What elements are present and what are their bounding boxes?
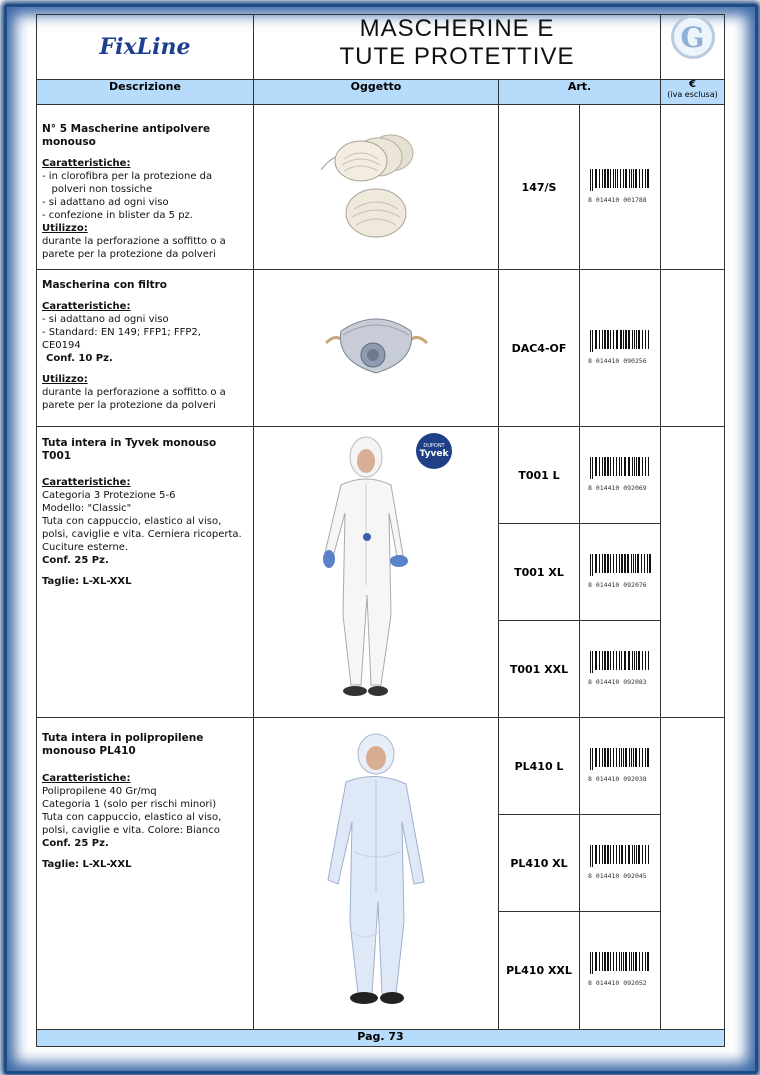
barcode-bar <box>592 169 593 191</box>
barcode-bar <box>623 952 624 971</box>
barcode-bar <box>619 651 620 670</box>
barcode-bar <box>610 952 611 971</box>
barcode-bar <box>649 554 651 573</box>
features-label: Caratteristiche: <box>42 158 131 169</box>
barcode-bar <box>629 748 630 767</box>
barcode-bar <box>613 457 614 476</box>
article-code: T001 XXL <box>499 621 580 718</box>
barcode-bar <box>648 457 649 476</box>
logo-cell <box>37 15 254 80</box>
barcode-bar <box>595 651 597 670</box>
barcode-bar <box>592 554 593 576</box>
price-cell <box>661 270 725 427</box>
barcode-bars <box>588 457 652 479</box>
barcode-bar <box>621 748 622 767</box>
use-label: Utilizzo: <box>42 374 88 385</box>
product-name: Tuta intera in polipropilene monouso PL410 <box>42 732 204 757</box>
feature-line: Categoria 1 (solo per rischi minori) <box>42 799 217 810</box>
barcode-bar <box>602 457 603 476</box>
tyvek-logo-text: Tyvek <box>419 449 449 459</box>
barcode-icon <box>588 651 652 686</box>
feature-line: - si adattano ad ogni viso <box>42 314 169 325</box>
barcode-number: 8 014410 092069 <box>588 483 647 492</box>
col-oggetto: Oggetto <box>254 80 499 105</box>
barcode-bar <box>631 748 632 767</box>
product-row <box>37 105 725 270</box>
barcode-bar <box>623 330 624 349</box>
barcode-bar <box>616 457 617 476</box>
barcode-bar <box>615 169 616 188</box>
barcode-bar <box>616 651 617 670</box>
barcode-bar <box>616 952 617 971</box>
pack-quantity: Conf. 25 Pz. <box>42 838 109 849</box>
barcode-bar <box>648 845 649 864</box>
barcode-cell <box>580 815 661 912</box>
sizes: Taglie: L-XL-XXL <box>42 859 132 870</box>
barcode-bar <box>590 457 591 479</box>
barcode-bar <box>599 845 600 864</box>
barcode-bar <box>644 554 645 573</box>
barcode-bar <box>621 845 623 864</box>
barcode-bars <box>588 651 652 673</box>
barcode-bar <box>624 651 626 670</box>
tyvek-logo-icon <box>416 433 452 469</box>
barcode-bar <box>628 330 630 349</box>
barcode-bar <box>607 845 609 864</box>
feature-line: Categoria 3 Protezione 5-6 <box>42 490 176 501</box>
product-name: N° 5 Mascherine antipolvere monouso <box>42 123 211 148</box>
barcode-bar <box>599 748 600 767</box>
barcode-bar <box>620 330 622 349</box>
barcode-cell <box>580 105 661 270</box>
barcode-bar <box>632 457 633 476</box>
barcode-bar <box>636 330 637 349</box>
barcode-bar <box>590 554 591 576</box>
price-note: (iva esclusa) <box>667 90 718 99</box>
barcode-bar <box>619 845 620 864</box>
barcode-bar <box>642 845 643 864</box>
barcode-bar <box>631 952 632 971</box>
title-cell <box>254 15 661 80</box>
barcode-bar <box>592 457 593 479</box>
barcode-cell <box>580 621 661 718</box>
tyvek-coverall-image <box>311 435 441 705</box>
barcode-bar <box>645 330 646 349</box>
barcode-bar <box>645 651 646 670</box>
barcode-bar <box>610 845 611 864</box>
barcode-bar <box>604 952 606 971</box>
barcode-bar <box>610 651 611 670</box>
tyvek-logo-small-text: DUPONT <box>423 443 445 449</box>
article-code: DAC4-OF <box>499 270 580 427</box>
barcode-bar <box>616 748 617 767</box>
barcode-bar <box>607 748 609 767</box>
barcode-bar <box>619 457 620 476</box>
page-number: Pag. 73 <box>37 1030 725 1047</box>
barcode-bar <box>624 457 626 476</box>
sizes: Taglie: L-XL-XXL <box>42 576 132 587</box>
barcode-bar <box>629 169 630 188</box>
barcode-bar <box>625 845 626 864</box>
col-price <box>661 80 725 105</box>
barcode-cell <box>580 524 661 621</box>
pack-quantity: Conf. 10 Pz. <box>46 353 113 364</box>
barcode-bar <box>639 169 640 188</box>
header-row <box>37 15 725 80</box>
barcode-number: 8 014410 092052 <box>588 979 647 987</box>
barcode-number: 8 014410 092038 <box>588 774 647 783</box>
barcode-bar <box>616 845 617 864</box>
barcode-bar <box>647 169 649 188</box>
barcode-bar <box>639 748 640 767</box>
barcode-bar <box>635 554 636 573</box>
product-row <box>37 718 725 815</box>
barcode-bar <box>645 952 646 971</box>
filter-mask-image <box>321 311 431 381</box>
barcode-bar <box>638 330 640 349</box>
barcode-bar <box>642 651 643 670</box>
article-code: PL410 L <box>499 718 580 815</box>
barcode-bar <box>647 554 648 573</box>
feature-line: - si adattano ad ogni viso <box>42 197 169 208</box>
barcode-bar <box>590 169 591 191</box>
barcode-bar <box>599 554 600 573</box>
barcode-bar <box>621 554 623 573</box>
barcode-bar <box>595 169 597 188</box>
barcode-bar <box>623 748 624 767</box>
barcode-bar <box>590 651 591 673</box>
barcode-bar <box>604 651 606 670</box>
euro-symbol: € <box>689 79 696 90</box>
barcode-bar <box>621 651 622 670</box>
product-image-cell <box>254 105 499 270</box>
use-text: durante la perforazione a soffitto o a parete per la protezione da polveri <box>42 236 226 260</box>
barcode-bar <box>602 952 603 971</box>
barcode-bar <box>619 748 620 767</box>
barcode-bar <box>602 845 603 864</box>
barcode-bar <box>616 330 618 349</box>
barcode-bar <box>645 169 646 188</box>
barcode-bar <box>595 748 597 767</box>
footer-row <box>37 1030 725 1047</box>
barcode-bar <box>610 748 611 767</box>
barcode-bar <box>625 330 627 349</box>
barcode-icon <box>588 952 652 987</box>
barcode-bar <box>642 169 643 188</box>
article-code: T001 L <box>499 427 580 524</box>
barcode-bar <box>633 952 634 971</box>
barcode-bar <box>642 457 643 476</box>
barcode-bar <box>624 554 626 573</box>
catalog-page <box>36 14 724 1048</box>
feature-line: - Standard: EN 149; FFP1; FFP2, <box>42 327 201 338</box>
barcode-bar <box>642 330 643 349</box>
barcode-bar <box>631 554 632 573</box>
barcode-bar <box>645 457 646 476</box>
barcode-bar <box>595 457 597 476</box>
barcode-bar <box>629 952 630 971</box>
barcode-bar <box>632 845 633 864</box>
page-title <box>254 15 660 71</box>
barcode-bar <box>590 845 591 867</box>
barcode-bar <box>625 748 627 767</box>
barcode-bar <box>639 952 640 971</box>
barcode-bar <box>633 748 634 767</box>
barcode-bar <box>636 651 637 670</box>
barcode-bar <box>621 952 622 971</box>
product-description <box>37 427 254 718</box>
feature-line: - confezione in blister da 5 pz. <box>42 210 193 221</box>
barcode-bar <box>631 169 632 188</box>
logo-text: FixLine <box>99 34 191 60</box>
barcode-bar <box>647 748 649 767</box>
barcode-bar <box>610 169 611 188</box>
barcode-bar <box>642 952 643 971</box>
barcode-bar <box>627 554 629 573</box>
barcode-bar <box>641 554 642 573</box>
barcode-bar <box>645 748 646 767</box>
feature-line: polveri non tossiche <box>42 184 153 195</box>
barcode-cell <box>580 427 661 524</box>
barcode-bar <box>595 845 597 864</box>
barcode-bar <box>648 330 649 349</box>
barcode-bar <box>638 651 640 670</box>
column-header-row <box>37 80 725 105</box>
barcode-bar <box>595 330 597 349</box>
barcode-number: 8 014410 092083 <box>588 677 647 686</box>
barcode-bar <box>642 748 643 767</box>
barcode-bar <box>613 748 614 767</box>
barcode-bar <box>599 457 600 476</box>
barcode-bar <box>637 554 639 573</box>
barcode-bar <box>635 952 637 971</box>
product-row <box>37 427 725 524</box>
barcode-bar <box>604 748 606 767</box>
barcode-bar <box>632 330 633 349</box>
barcode-bars <box>588 845 652 867</box>
article-code: T001 XL <box>499 524 580 621</box>
barcode-bars <box>588 169 652 191</box>
col-art: Art. <box>499 80 661 105</box>
barcode-bar <box>607 554 609 573</box>
barcode-bar <box>602 169 603 188</box>
barcode-bar <box>602 651 603 670</box>
features-label: Caratteristiche: <box>42 301 131 312</box>
barcode-bar <box>635 748 637 767</box>
article-code: PL410 XXL <box>499 912 580 1030</box>
barcode-bar <box>632 651 633 670</box>
barcode-number: 8 014410 092045 <box>588 871 647 880</box>
barcode-cell <box>580 718 661 815</box>
feature-line: Tuta con cappuccio, elastico al viso, polsi, caviglie e vita. Colore: Bianco <box>42 812 222 836</box>
barcode-bar <box>607 169 609 188</box>
product-name: Mascherina con filtro <box>42 279 167 291</box>
barcode-bar <box>634 457 635 476</box>
features-label: Caratteristiche: <box>42 477 131 488</box>
barcode-bars <box>588 952 652 974</box>
barcode-bar <box>602 330 603 349</box>
barcode-bar <box>625 952 627 971</box>
product-image-cell <box>254 270 499 427</box>
barcode-number: 8 014410 001788 <box>588 195 647 204</box>
barcode-icon <box>588 169 652 204</box>
barcode-bar <box>634 651 635 670</box>
barcode-bar <box>628 457 630 476</box>
barcode-bar <box>592 651 593 673</box>
barcode-icon <box>588 457 652 492</box>
barcode-bar <box>607 651 609 670</box>
price-cell <box>661 105 725 270</box>
barcode-bar <box>638 457 640 476</box>
barcode-bar <box>604 330 606 349</box>
barcode-bar <box>645 845 646 864</box>
barcode-bar <box>610 457 611 476</box>
use-label: Utilizzo: <box>42 223 88 234</box>
barcode-bar <box>599 952 600 971</box>
article-code: PL410 XL <box>499 815 580 912</box>
barcode-bar <box>634 845 635 864</box>
barcode-bar <box>595 952 597 971</box>
barcode-bar <box>647 952 649 971</box>
barcode-icon <box>588 330 652 365</box>
article-code: 147/S <box>499 105 580 270</box>
feature-line: - in clorofibra per la protezione da <box>42 171 213 182</box>
barcode-bar <box>628 651 630 670</box>
fixline-logo <box>37 36 253 58</box>
barcode-bar <box>635 169 637 188</box>
barcode-bar <box>634 330 635 349</box>
barcode-bar <box>610 554 611 573</box>
barcode-bar <box>590 748 591 770</box>
barcode-bar <box>592 952 593 974</box>
catalog-table <box>36 14 725 1047</box>
barcode-icon <box>588 554 652 589</box>
product-description <box>37 270 254 427</box>
barcode-bar <box>619 554 620 573</box>
barcode-bar <box>604 169 606 188</box>
barcode-bar <box>623 169 624 188</box>
barcode-bar <box>638 845 640 864</box>
barcode-bar <box>592 748 593 770</box>
product-image-cell <box>254 427 499 718</box>
barcode-bar <box>607 457 609 476</box>
barcode-bars <box>588 748 652 770</box>
barcode-bar <box>633 169 634 188</box>
barcode-bar <box>604 845 606 864</box>
barcode-bar <box>595 554 597 573</box>
barcode-bar <box>602 748 603 767</box>
barcode-bar <box>592 330 593 352</box>
barcode-bar <box>590 952 591 974</box>
barcode-bar <box>633 554 634 573</box>
barcode-bar <box>604 457 606 476</box>
barcode-bar <box>625 169 627 188</box>
barcode-bar <box>610 330 611 349</box>
barcode-cell <box>580 912 661 1030</box>
feature-line: CE0194 <box>42 340 81 351</box>
col-descrizione: Descrizione <box>37 80 254 105</box>
barcode-icon <box>588 845 652 880</box>
barcode-bar <box>636 457 637 476</box>
features-label: Caratteristiche: <box>42 773 131 784</box>
price-cell <box>661 718 725 1030</box>
barcode-icon <box>588 748 652 783</box>
barcode-cell <box>580 270 661 427</box>
feature-line: Polipropilene 40 Gr/mq <box>42 786 157 797</box>
barcode-number: 8 014410 092076 <box>588 580 647 589</box>
polypropylene-coverall-image <box>306 732 446 1012</box>
barcode-bar <box>613 651 614 670</box>
barcode-bar <box>617 169 618 188</box>
barcode-bars <box>588 330 652 352</box>
feature-line: Modello: "Classic" <box>42 503 132 514</box>
product-row <box>37 270 725 427</box>
barcode-bar <box>607 952 609 971</box>
barcode-bar <box>599 330 600 349</box>
product-name: Tuta intera in Tyvek monouso T001 <box>42 437 217 462</box>
barcode-bars <box>588 554 652 576</box>
barcode-bar <box>613 554 614 573</box>
price-cell <box>661 427 725 718</box>
barcode-bar <box>628 845 630 864</box>
barcode-number: 8 014410 090256 <box>588 356 647 365</box>
barcode-bar <box>599 651 600 670</box>
barcode-bar <box>613 845 614 864</box>
barcode-bar <box>592 845 593 867</box>
pack-quantity: Conf. 25 Pz. <box>42 555 109 566</box>
barcode-bar <box>590 330 591 352</box>
barcode-bar <box>616 554 617 573</box>
use-text: durante la perforazione a soffitto o a parete per la protezione da polveri <box>42 387 226 411</box>
barcode-bar <box>604 554 606 573</box>
badge-cell <box>661 15 725 80</box>
barcode-bar <box>621 457 622 476</box>
barcode-bar <box>613 169 614 188</box>
barcode-bar <box>619 952 620 971</box>
barcode-bar <box>613 330 614 349</box>
dust-masks-image <box>316 125 436 245</box>
barcode-bar <box>620 169 621 188</box>
barcode-bar <box>602 554 603 573</box>
product-description <box>37 718 254 1030</box>
title-line-1: MASCHERINE E <box>359 15 555 42</box>
feature-line: Tuta con cappuccio, elastico al viso, polsi, caviglie e vita. Cerniera ricoperta. Cuciture esterne. <box>42 516 242 553</box>
product-image-cell <box>254 718 499 1030</box>
title-line-2: TUTE PROTETTIVE <box>339 43 575 70</box>
barcode-bar <box>636 845 637 864</box>
barcode-bar <box>648 651 649 670</box>
barcode-bar <box>599 169 600 188</box>
barcode-bar <box>607 330 609 349</box>
barcode-bar <box>613 952 614 971</box>
g-badge-icon: G <box>671 15 715 59</box>
product-description <box>37 105 254 270</box>
